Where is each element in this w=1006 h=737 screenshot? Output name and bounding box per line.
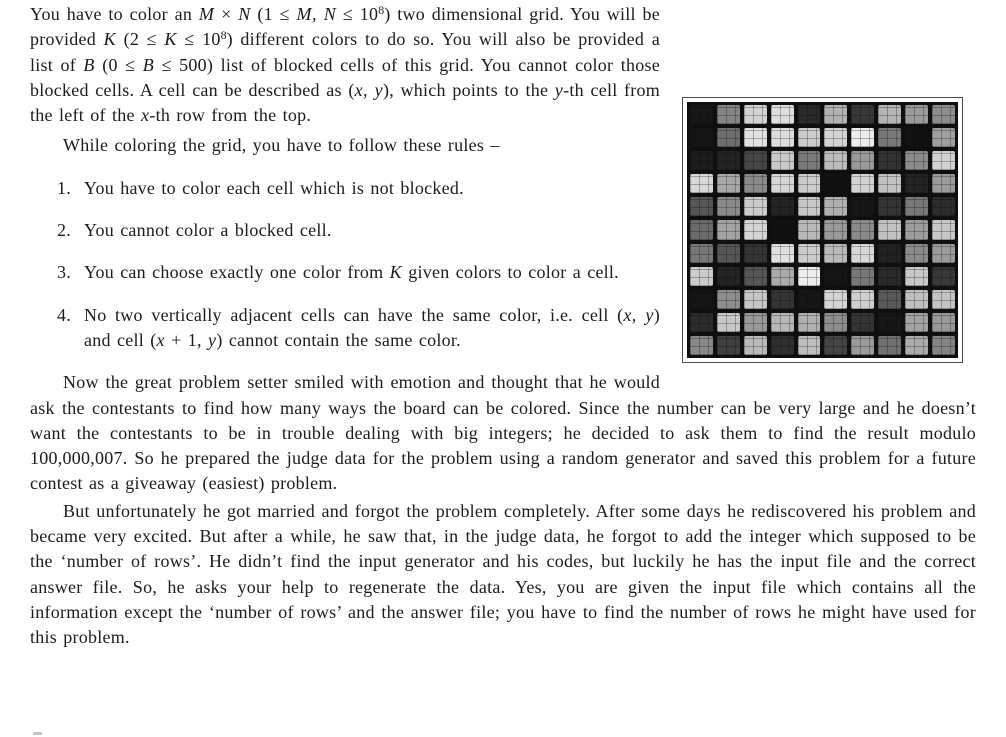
rule-text-3: You can choose exactly one color from K given colors to color a cell. [84, 262, 619, 283]
rules-intro-paragraph: While coloring the grid, you have to follow these rules – [63, 135, 500, 156]
rule-number-3: 3. [57, 262, 71, 283]
grid-cell [824, 151, 847, 170]
grid-cell [717, 105, 740, 124]
grid-cell [905, 151, 928, 170]
grid-cell [744, 128, 767, 147]
grid-cell [717, 151, 740, 170]
rule-text-1: You have to color each cell which is not blocked. [84, 177, 464, 198]
rule-text-2: You cannot color a blocked cell. [84, 220, 332, 241]
grid-cell [824, 105, 847, 124]
grid-cell [798, 151, 821, 170]
grid-cell [932, 128, 955, 147]
grid-cell [690, 105, 713, 124]
rule-item-4 [30, 303, 976, 354]
grid-cell [798, 105, 821, 124]
grid-cell [851, 128, 874, 147]
rule-number-2: 2. [57, 220, 71, 241]
grid-cell [878, 105, 901, 124]
grid-cell [744, 151, 767, 170]
grid-cell [744, 105, 767, 124]
grid-cell [771, 105, 794, 124]
grid-cell [932, 105, 955, 124]
grid-cell [905, 105, 928, 124]
grid-cell [851, 151, 874, 170]
story-paragraph-2: But unfortunately he got married and forgot the problem completely. After some days he rediscovered his problem and became very excited. But after a while, he saw that, in the judge data, he forgot to add the integer which supposed to be the ‘number of rows’. He didn’t find the input generator and his codes, but luckily he has the input file and the correct answer file. So, he asks your help to regenerate the data. Yes, you are given the input file which contains all the information except the ‘number of rows’ and the answer file; you have to find the number of rows he might have used for this problem. [30, 500, 976, 648]
grid-cell [690, 151, 713, 170]
grid-cell [878, 151, 901, 170]
grid-cell [717, 128, 740, 147]
rule-text-4: No two vertically adjacent cells can have the same color, i.e. cell (x, y) and cell (x + 1, y) cannot contain the same color. [84, 304, 660, 350]
rule-item-2 [30, 218, 976, 243]
story-paragraph-1: Now the great problem setter smiled with emotion and thought that he would ask the contestants to find how many ways the board can be colored. Since the number can be very large and he doesn’t want the contestants to be in trouble dealing with big integers; he decided to ask them to find the result modulo 100,000,007. So he prepared the judge data for the problem using a random generator and saved this problem for a future contest as a giveaway (easiest) problem. [30, 372, 976, 494]
grid-cell [798, 128, 821, 147]
grid-cell [878, 128, 901, 147]
rule-number-4: 4. [57, 304, 71, 325]
grid-cell [824, 128, 847, 147]
grid-cell [851, 105, 874, 124]
grid-cell [690, 128, 713, 147]
grid-cell [905, 128, 928, 147]
rule-number-1: 1. [57, 177, 71, 198]
rule-item-1 [30, 176, 976, 201]
grid-cell [932, 151, 955, 170]
intro-paragraph: You have to color an M × N (1 ≤ M, $N \le 10^8$) two dimensional grid. You will be provided K $(2 \le K \le 10^8)$ different colors to do so. You will also be provided a list of B (0 ≤ B ≤ 500) list of blocked cells of this grid. You cannot color those blocked cells. A cell can be described as (x, y), which points to the y-th cell from the left of the x-th row from the top. [30, 3, 661, 126]
grid-cell [771, 128, 794, 147]
rule-item-3 [30, 260, 976, 285]
grid-cell [771, 151, 794, 170]
clipped-next-line-fragment [33, 732, 42, 735]
